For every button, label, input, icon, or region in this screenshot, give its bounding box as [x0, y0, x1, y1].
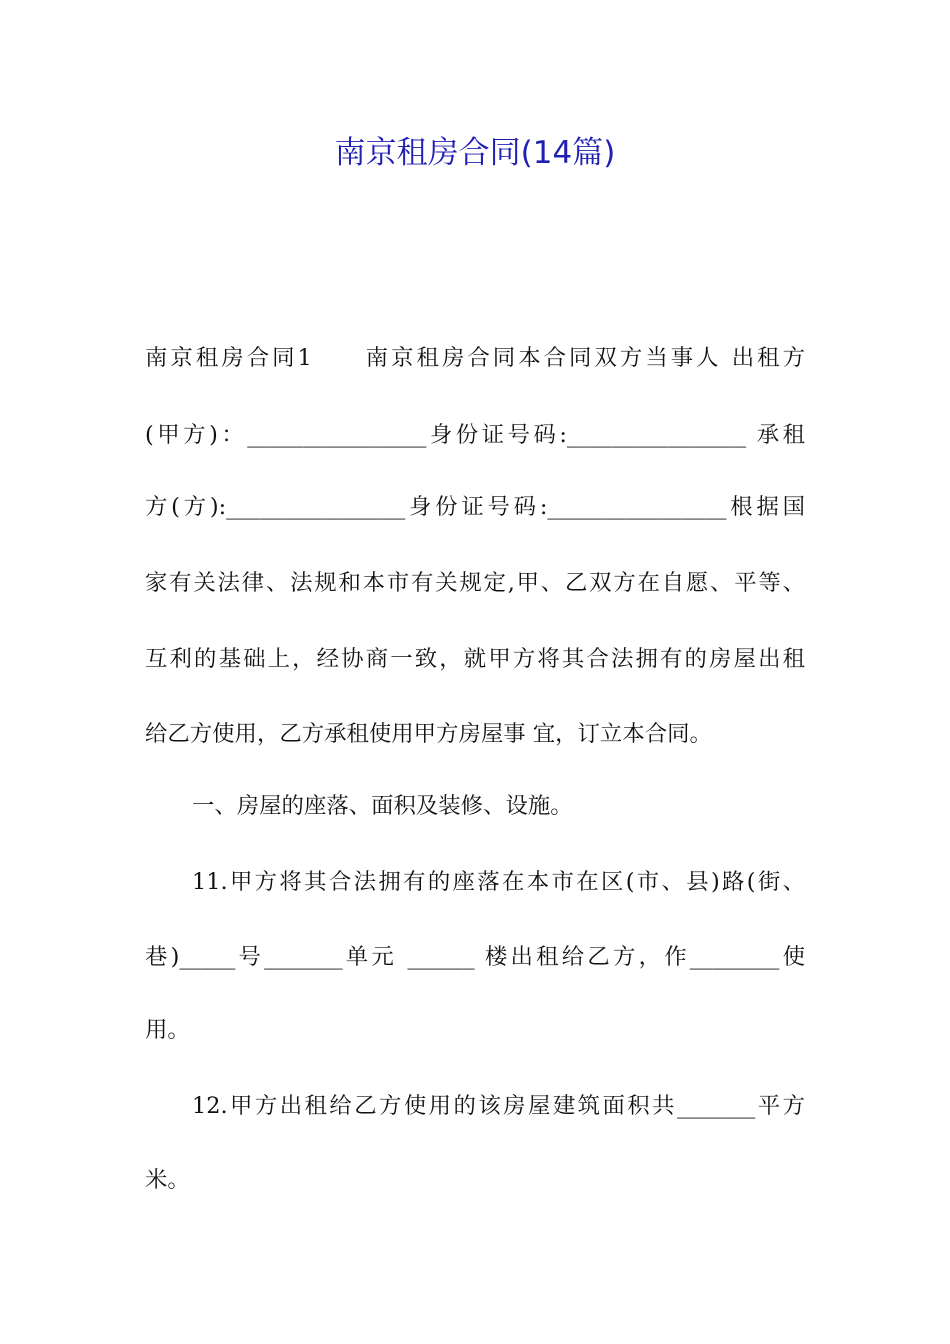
paragraph-line: 用。: [145, 1017, 190, 1043]
section-heading: 一、房屋的座落、面积及装修、设施。: [192, 793, 573, 819]
paragraph-line: 12.甲方出租给乙方使用的该房屋建筑面积共_______平方: [192, 1093, 805, 1119]
paragraph-line: 方(方):________________身份证号码:________________根据国: [145, 494, 805, 520]
paragraph-line: 米。: [145, 1167, 190, 1193]
paragraph-line: 南京租房合同1 南京租房合同本合同双方当事人 出租方: [145, 345, 805, 371]
paragraph-line: 给乙方使用，乙方承租使用甲方房屋事 宜，订立本合同。: [145, 721, 712, 747]
paragraph-line: 家有关法律、法规和本市有关规定,甲、乙双方在自愿、平等、: [145, 570, 805, 596]
paragraph-line: (甲方)：________________身份证号码:________________ 承租: [145, 422, 805, 448]
paragraph-line: 11.甲方将其合法拥有的座落在本市在区(市、县)路(街、: [192, 869, 805, 895]
paragraph-line: 互利的基础上，经协商一致，就甲方将其合法拥有的房屋出租: [145, 646, 805, 672]
paragraph-line: 巷)_____号_______单元 ______ 楼出租给乙方，作________使: [145, 944, 805, 970]
document-title: 南京租房合同(14篇): [334, 135, 616, 171]
